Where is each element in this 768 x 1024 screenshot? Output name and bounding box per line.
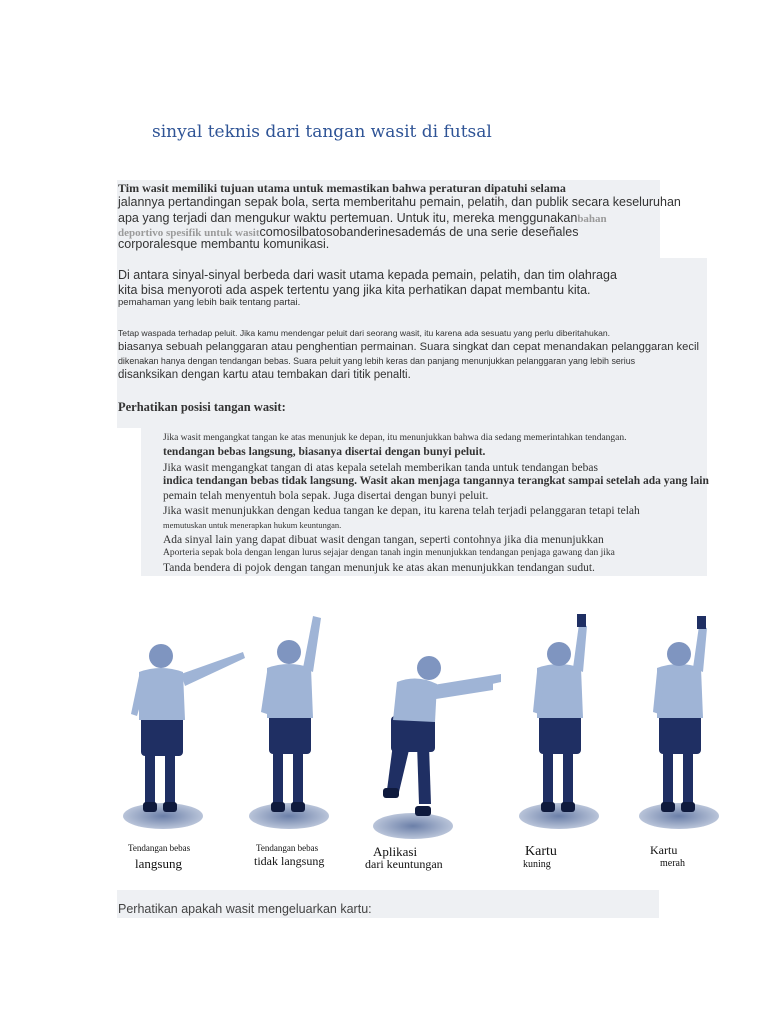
bullet-3-line-1: Jika wasit menunjukkan dengan kedua tangan ke depan, itu karena telah terjadi pelanggaran tetapi telah [163, 505, 640, 517]
bullet-4-line-2: Aporteria sepak bola dengan lengan lurus sejajar dengan tanah ingin menunjukkan tendangan penjaga gawang dan jika [163, 548, 615, 558]
para2-line-3: pemahaman yang lebih baik tentang partai. [118, 297, 301, 308]
para3-line-4: disanksikan dengan kartu atau tembakan dari titik penalti. [118, 369, 411, 381]
bullet-gutter [117, 428, 141, 578]
intro-line-1: Tim wasit memiliki tujuan utama untuk memastikan bahwa peraturan dipatuhi selama [118, 181, 566, 195]
para2-line-1: Di antara sinyal-sinyal berbeda dari wasit utama kepada pemain, pelatih, dan tim olahraga [118, 268, 617, 282]
para3-line-3: dikenakan hanya dengan tendangan bebas. Suara peluit yang lebih keras dan panjang menunjukkan pelanggaran yang lebih serius [118, 356, 636, 366]
cards-intro-line: Perhatikan apakah wasit mengeluarkan kartu: [118, 902, 372, 916]
referee-figure-red-card [639, 616, 719, 829]
referee-signals-illustration [117, 594, 724, 890]
bullet-4-line-3: Tanda bendera di pojok dengan tangan menunjuk ke atas akan menunjukkan tendangan sudut. [163, 562, 595, 574]
referee-figure-direct-free-kick [123, 644, 245, 829]
bullet-4-line-1: Ada sinyal lain yang dapat dibuat wasit dengan tangan, seperti contohnya jika dia menunjukkan [163, 534, 604, 546]
para3-line-2: biasanya sebuah pelanggaran atau penghentian permainan. Suara singkat dan cepat menandakan pelanggaran kecil [118, 341, 699, 353]
figure-2-caption-top: Tendangan bebas [256, 843, 319, 853]
section-heading: Perhatikan posisi tangan wasit: [118, 400, 286, 414]
referee-figure-advantage [373, 656, 501, 839]
figure-4-caption-top: Kartu [525, 844, 557, 859]
figure-3-caption-top: Aplikasi [373, 844, 418, 859]
figure-1-caption-top: Tendangan bebas [128, 843, 191, 853]
para3-line-1: Tetap waspada terhadap peluit. Jika kamu mendengar peluit dari seorang wasit, itu karena ada sesuatu yang perlu diberitahukan. [118, 328, 611, 338]
intro-line-5: corporalesque membantu komunikasi. [118, 237, 330, 251]
referee-signals-figure [117, 594, 724, 890]
referee-figure-yellow-card [519, 614, 599, 829]
figure-3-caption-bottom: dari keuntungan [365, 857, 443, 871]
figure-2-caption-bottom: tidak langsung [254, 854, 325, 868]
bullet-2-line-2: indica tendangan bebas tidak langsung. Wasit akan menjaga tangannya terangkat sampai setelah ada yang lain [163, 475, 709, 487]
para2-line-2: kita bisa menyoroti ada aspek tertentu yang jika kita perhatikan dapat membantu kita. [118, 283, 591, 297]
intro-line-3-text: apa yang terjadi dan mengukur waktu pertemuan. Untuk itu, mereka menggunakan [118, 211, 578, 225]
bullet-1-line-1: Jika wasit mengangkat tangan ke atas menunjuk ke depan, itu menunjukkan bahwa dia sedang memerintahkan tendangan. [163, 433, 627, 443]
figure-4-caption-bottom: kuning [523, 859, 551, 870]
bullet-1-line-2: tendangan bebas langsung, biasanya disertai dengan bunyi peluit. [163, 446, 486, 458]
referee-figure-indirect-free-kick [249, 616, 329, 829]
intro-line-4-text: comosilbatosobanderinesademás de una serie deseñales [259, 225, 579, 239]
figure-5-caption-bottom: merah [660, 858, 685, 869]
intro-link-bahan[interactable]: bahan [577, 213, 607, 225]
page-title: sinyal teknis dari tangan wasit di futsal [152, 122, 492, 142]
figure-5-caption-top: Kartu [650, 843, 678, 857]
bullet-2-line-1: Jika wasit mengangkat tangan di atas kepala setelah memberikan tanda untuk tendangan bebas [163, 462, 598, 474]
intro-line-2: jalannya pertandingan sepak bola, serta memberitahu pemain, pelatih, dan publik secara keseluruhan [118, 195, 681, 209]
intro-link-deportivo[interactable]: deportivo spesifik untuk wasit [118, 227, 260, 239]
bullet-3-line-2: memutuskan untuk menerapkan hukum keuntungan. [163, 520, 342, 530]
figure-1-caption-bottom: langsung [135, 856, 182, 871]
bullet-2-line-3: pemain telah menyentuh bola sepak. Juga disertai dengan bunyi peluit. [163, 490, 489, 502]
